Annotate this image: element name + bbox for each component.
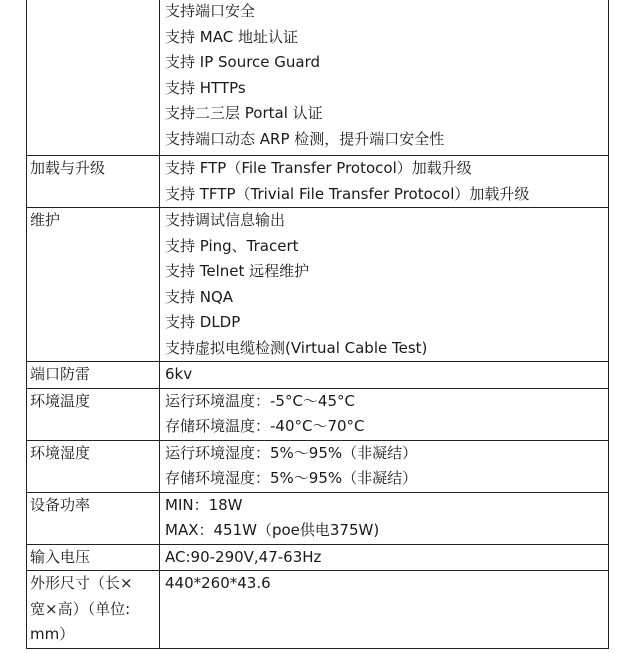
value-line: 支持 HTTPs	[165, 78, 246, 97]
row-label	[27, 571, 160, 649]
value-line: 支持调试信息输出	[165, 211, 286, 229]
row-label: 维护	[27, 208, 160, 362]
row-values	[160, 544, 609, 571]
row-values	[160, 0, 609, 156]
table-row-voltage	[27, 544, 609, 571]
row-label: 端口防雷	[27, 362, 160, 389]
value-line: 支持 NQA	[165, 287, 234, 306]
value-line: 存储环境温度：-40°C～70°C	[165, 417, 365, 435]
table-row-dimensions	[27, 571, 609, 649]
value-line: 运行环境温度：-5°C～45°C	[165, 391, 355, 410]
value-line: 支持 IP Source Guard	[165, 53, 321, 71]
row-values	[160, 440, 609, 492]
row-values	[160, 571, 609, 649]
label-line: mm）	[30, 625, 75, 643]
row-label: 环境湿度	[27, 440, 160, 492]
row-values	[160, 362, 609, 389]
value-line: MAX：451W（poe供电375W)	[165, 521, 380, 539]
value-line: 支持 MAC 地址认证	[165, 27, 298, 46]
row-values	[160, 208, 609, 362]
value-line: 支持 Telnet 远程维护	[165, 262, 310, 280]
value-line: AC:90-290V,47-63Hz	[165, 547, 322, 566]
value-line: 支持端口安全	[165, 2, 256, 20]
value-line: 支持 DLDP	[165, 313, 241, 331]
value-line: 支持 Ping、Tracert	[165, 236, 299, 255]
row-values	[160, 492, 609, 544]
table-row-security	[27, 0, 609, 156]
table-row-surge	[27, 362, 609, 389]
value-line: 6kv	[165, 365, 193, 383]
spec-table	[26, 0, 609, 649]
table-row-power	[27, 492, 609, 544]
value-line: 支持端口动态 ARP 检测，提升端口安全性	[165, 129, 445, 148]
value-line: 支持虚拟电缆检测(Virtual Cable Test)	[165, 338, 428, 357]
value-line: MIN：18W	[165, 495, 243, 514]
row-label	[27, 0, 160, 156]
value-line: 支持 FTP（File Transfer Protocol）加载升级	[165, 159, 472, 177]
table-row-upgrade	[27, 156, 609, 208]
row-label: 输入电压	[27, 544, 160, 571]
row-label: 设备功率	[27, 492, 160, 544]
value-line: 支持二三层 Portal 认证	[165, 104, 323, 122]
table-row-temperature	[27, 388, 609, 440]
row-values	[160, 388, 609, 440]
row-label: 加载与升级	[27, 156, 160, 208]
table-row-humidity	[27, 440, 609, 492]
value-line: 运行环境湿度：5%～95%（非凝结）	[165, 443, 418, 462]
label-line: 宽×高）（单位:	[30, 599, 131, 618]
table-row-maintenance	[27, 208, 609, 362]
value-line: 支持 TFTP（Trivial File Transfer Protocol）加载升级	[165, 184, 530, 203]
value-line: 440*260*43.6	[165, 574, 271, 592]
value-line: 存储环境湿度：5%～95%（非凝结）	[165, 469, 418, 487]
row-label: 环境温度	[27, 388, 160, 440]
row-values	[160, 156, 609, 208]
label-line: 外形尺寸（长×	[30, 574, 133, 592]
